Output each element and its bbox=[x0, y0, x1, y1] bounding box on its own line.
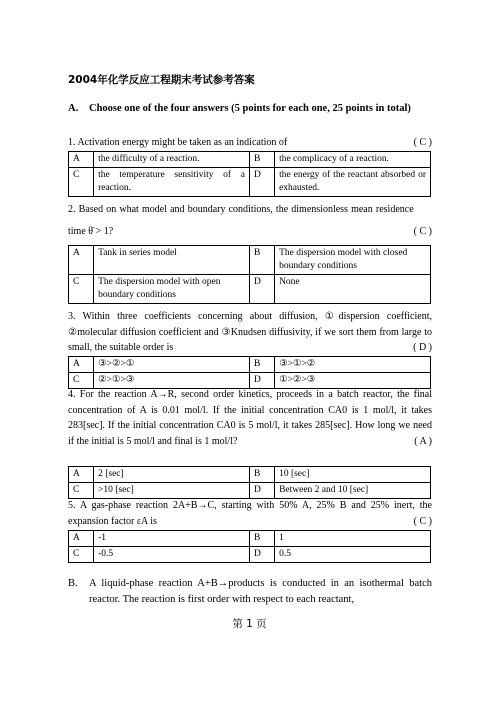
option-value: The dispersion model with open boundary conditions bbox=[94, 275, 250, 304]
question-2-answer: ( C ) bbox=[413, 226, 432, 237]
question-3-stem: 3. Within three coefficients concerning about diffusion, ①dispersion coefficient, ②molecular diffusion coefficient and ③Knudsen diffusivity, if we sort them from large to small, the suitable order is bbox=[68, 311, 432, 353]
option-key: A bbox=[69, 357, 94, 373]
option-key: B bbox=[249, 531, 274, 547]
option-key: C bbox=[69, 483, 94, 499]
option-value: ①>②>③ bbox=[275, 373, 431, 389]
option-key: D bbox=[249, 373, 274, 389]
section-b-label: B. bbox=[68, 578, 78, 589]
option-key: B bbox=[249, 357, 274, 373]
option-key: C bbox=[69, 168, 94, 197]
question-4-options bbox=[68, 466, 431, 499]
section-b-text: A liquid-phase reaction A+B→products is conducted in an isothermal batch reactor. The reaction is first order with respect to each reactant, bbox=[89, 578, 432, 605]
option-key: D bbox=[249, 275, 274, 304]
question-1-stem: 1. Activation energy might be taken as an indication of bbox=[68, 137, 288, 148]
question-1-options bbox=[68, 151, 431, 197]
option-value: ③>②>① bbox=[94, 357, 250, 373]
question-1 bbox=[68, 135, 432, 151]
option-value: the difficulty of a reaction. bbox=[94, 152, 250, 168]
option-value: the temperature sensitivity of a reaction. bbox=[94, 168, 250, 197]
option-value: 1 bbox=[275, 531, 431, 547]
option-value: Between 2 and 10 [sec] bbox=[275, 483, 431, 499]
option-value: The dispersion model with closed boundary conditions bbox=[275, 246, 431, 275]
option-key: A bbox=[69, 246, 94, 275]
option-key: B bbox=[249, 467, 274, 483]
option-value: ③>①>② bbox=[275, 357, 431, 373]
option-key: C bbox=[69, 275, 94, 304]
option-key: B bbox=[249, 246, 274, 275]
section-a-label: A. bbox=[68, 103, 79, 114]
option-key: B bbox=[249, 152, 274, 168]
section-a-text: Choose one of the four answers (5 points for each one, 25 points in total) bbox=[89, 103, 411, 114]
document-title: 2004年化学反应工程期末考试参考答案 bbox=[68, 74, 255, 86]
option-value: -1 bbox=[94, 531, 250, 547]
option-value: -0.5 bbox=[94, 547, 250, 563]
option-value: ②>①>③ bbox=[94, 373, 250, 389]
question-4 bbox=[68, 387, 432, 449]
option-key: A bbox=[69, 467, 94, 483]
question-2-options bbox=[68, 245, 431, 304]
question-3-answer: ( D ) bbox=[413, 342, 432, 353]
option-key: D bbox=[249, 547, 274, 563]
question-3 bbox=[68, 309, 432, 356]
page-number: 第 1 页 bbox=[232, 618, 267, 630]
option-key: C bbox=[69, 547, 94, 563]
option-value: None bbox=[275, 275, 431, 304]
question-5-options bbox=[68, 530, 431, 563]
option-key: A bbox=[69, 152, 94, 168]
question-5 bbox=[68, 498, 432, 529]
option-key: C bbox=[69, 373, 94, 389]
question-2-stem: 2. Based on what model and boundary conditions, the dimensionless mean residence time θ̄ > 1? bbox=[68, 204, 414, 237]
question-5-stem: 5. A gas-phase reaction 2A+B→C, starting with 50% A, 25% B and 25% inert, the expansion factor εA is bbox=[68, 500, 432, 527]
option-key: A bbox=[69, 531, 94, 547]
option-value: 2 [sec] bbox=[94, 467, 250, 483]
option-value: the energy of the reactant absorbed or exhausted. bbox=[275, 168, 431, 197]
option-key: D bbox=[249, 168, 274, 197]
option-value: the complicacy of a reaction. bbox=[275, 152, 431, 168]
question-2 bbox=[68, 199, 432, 243]
option-value: >10 [sec] bbox=[94, 483, 250, 499]
question-5-answer: ( C ) bbox=[413, 515, 432, 527]
option-key: D bbox=[249, 483, 274, 499]
option-value: 10 [sec] bbox=[275, 467, 431, 483]
question-3-options bbox=[68, 356, 431, 389]
option-value: Tank in series model bbox=[94, 246, 250, 275]
option-value: 0.5 bbox=[275, 547, 431, 563]
question-4-stem: 4. For the reaction A→R, second order kinetics, proceeds in a batch reactor, the final concentration of A is 0.01 mol/l. If the initial concentration CA0 is 1 mol/l, it takes 283[sec]. If the initial concentration CA0 is 5 mol/l, it takes 285[sec]. How long we need if the initial is 5 mol/l and final is 1 mol/l? bbox=[68, 389, 432, 447]
question-1-answer: ( C ) bbox=[413, 137, 432, 148]
question-4-answer: ( A ) bbox=[414, 435, 432, 447]
